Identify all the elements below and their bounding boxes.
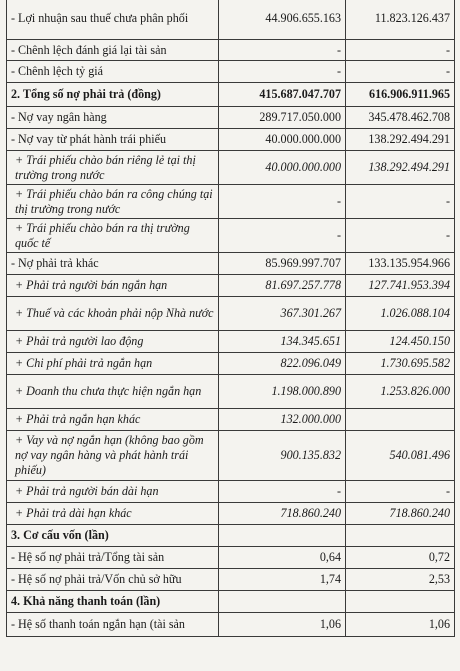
table-row [7,547,455,569]
row-label: 3. Cơ cấu vốn (lần) [7,525,219,547]
row-label: + Trái phiếu chào bán ra thị trường quốc tế [7,219,219,253]
row-label: + Chi phí phải trả ngắn hạn [7,353,219,375]
value-col-1: 289.717.050.000 [219,107,346,129]
value-col-1: 718.860.240 [219,503,346,525]
table-row [7,297,455,331]
value-col-2: 1,06 [346,613,455,637]
value-col-1 [219,525,346,547]
value-col-1: 44.906.655.163 [219,0,346,40]
value-col-1: - [219,61,346,83]
row-label: + Phải trả dài hạn khác [7,503,219,525]
value-col-1: 81.697.257.778 [219,275,346,297]
row-label: - Nợ phải trả khác [7,253,219,275]
value-col-1: 134.345.651 [219,331,346,353]
table-row [7,431,455,481]
row-label: + Phải trả người lao động [7,331,219,353]
row-label: + Thuế và các khoản phải nộp Nhà nước [7,297,219,331]
row-label: - Lợi nhuận sau thuế chưa phân phối [7,0,219,40]
value-col-1: 367.301.267 [219,297,346,331]
table-row [7,275,455,297]
table-row [7,151,455,185]
value-col-2: 345.478.462.708 [346,107,455,129]
value-col-2: 138.292.494.291 [346,129,455,151]
table-row [7,331,455,353]
row-label: - Chênh lệch tỷ giá [7,61,219,83]
table-row [7,61,455,83]
value-col-1: 132.000.000 [219,409,346,431]
table-row [7,219,455,253]
value-col-2: - [346,40,455,61]
row-label: 2. Tổng số nợ phải trả (đồng) [7,83,219,107]
table-row [7,253,455,275]
table-row [7,129,455,151]
row-label: - Nợ vay từ phát hành trái phiếu [7,129,219,151]
value-col-1: 1,74 [219,569,346,591]
row-label: + Vay và nợ ngắn hạn (không bao gồm nợ vay ngân hàng và phát hành trái phiếu) [7,431,219,481]
row-label: - Hệ số thanh toán ngắn hạn (tài sản [7,613,219,637]
value-col-2: 127.741.953.394 [346,275,455,297]
table-row [7,353,455,375]
value-col-2 [346,591,455,613]
row-label: 4. Khả năng thanh toán (lần) [7,591,219,613]
value-col-1: 900.135.832 [219,431,346,481]
value-col-2 [346,409,455,431]
value-col-2: 1.730.695.582 [346,353,455,375]
row-label: + Doanh thu chưa thực hiện ngắn hạn [7,375,219,409]
value-col-2: - [346,185,455,219]
row-label: + Trái phiếu chào bán ra công chúng tại thị trường trong nước [7,185,219,219]
row-label: + Trái phiếu chào bán riêng lẻ tại thị trường trong nước [7,151,219,185]
table-row [7,0,455,40]
table-row [7,107,455,129]
value-col-2: 718.860.240 [346,503,455,525]
row-label: - Nợ vay ngân hàng [7,107,219,129]
value-col-1: 40.000.000.000 [219,129,346,151]
value-col-1: 415.687.047.707 [219,83,346,107]
value-col-1: 85.969.997.707 [219,253,346,275]
value-col-1 [219,591,346,613]
financial-table-body [7,0,455,637]
table-row [7,409,455,431]
value-col-2: 133.135.954.966 [346,253,455,275]
table-row [7,40,455,61]
value-col-1: 1.198.000.890 [219,375,346,409]
row-label: + Phải trả người bán dài hạn [7,481,219,503]
row-label: + Phải trả người bán ngắn hạn [7,275,219,297]
value-col-2: 540.081.496 [346,431,455,481]
value-col-2: 138.292.494.291 [346,151,455,185]
value-col-2: 11.823.126.437 [346,0,455,40]
table-row [7,569,455,591]
value-col-2: 2,53 [346,569,455,591]
table-row [7,375,455,409]
table-row [7,83,455,107]
table-row [7,503,455,525]
value-col-1: 1,06 [219,613,346,637]
value-col-1: - [219,40,346,61]
value-col-1: - [219,481,346,503]
row-label: + Phải trả ngắn hạn khác [7,409,219,431]
value-col-2: - [346,219,455,253]
value-col-2: 1.026.088.104 [346,297,455,331]
value-col-2 [346,525,455,547]
value-col-1: - [219,219,346,253]
value-col-1: 822.096.049 [219,353,346,375]
value-col-2: - [346,61,455,83]
value-col-1: 40.000.000.000 [219,151,346,185]
financial-table [6,0,455,637]
row-label: - Hệ số nợ phải trả/Vốn chủ sở hữu [7,569,219,591]
value-col-2: 0,72 [346,547,455,569]
value-col-1: 0,64 [219,547,346,569]
value-col-2: 616.906.911.965 [346,83,455,107]
value-col-1: - [219,185,346,219]
table-row [7,613,455,637]
row-label: - Chênh lệch đánh giá lại tài sản [7,40,219,61]
row-label: - Hệ số nợ phải trả/Tổng tài sản [7,547,219,569]
value-col-2: - [346,481,455,503]
table-row [7,185,455,219]
table-row [7,525,455,547]
table-row [7,481,455,503]
value-col-2: 1.253.826.000 [346,375,455,409]
table-row [7,591,455,613]
value-col-2: 124.450.150 [346,331,455,353]
